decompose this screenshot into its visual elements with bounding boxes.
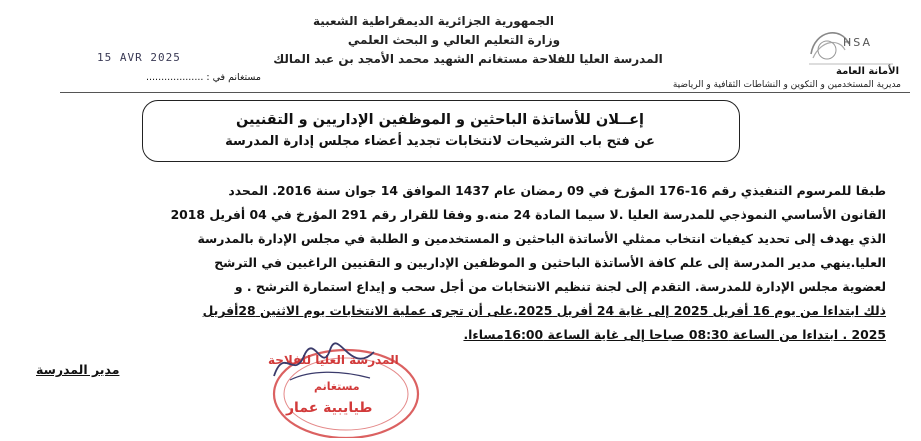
date-stamp: 15 AVR 2025 [97,51,181,64]
seal-top-text: المدرسة العليا للفلاحة [268,353,399,367]
seal-mid-text: مستغانم [314,380,360,393]
signer-title: مدير المدرسة [36,362,120,377]
handwritten-signature-icon [270,340,380,386]
seal-name-text: طيايبية عمار [286,400,373,416]
school-heading: المدرسة العليا للفلاحة مستغانم الشهيد محمد الأمجد بن عبد المالك [273,52,663,66]
directorate-label: مديرية المستخدمين و التكوين و النشاطات الثقافية و الرياضية [672,80,901,90]
place-date-field: مستغانم في : ................... [146,72,261,83]
body-line-1: طبقا للمرسوم التنفيذي رقم 16-176 المؤرخ في 09 رمضان عام 1437 الموافق 14 جوان سنة 2016. المحدد [228,183,886,198]
body-line-4: العليا.ينهي مدير المدرسة إلى علم كافة الأساتذة الباحثين و الموظفين الإداريين و التقنيين الراغبين في الترشح [214,255,886,270]
header-divider [60,92,910,93]
announcement-title-box [142,100,740,162]
body-line-5: لعضوية مجلس الإدارة للمدرسة. التقدم إلى لجنة تنظيم الانتخابات من أجل سحب و إيداع استمارة الترشح . و [234,279,886,294]
body-line-7: 2025 . ابتداءا من الساعة 08:30 صباحا إلى غاية الساعة 16:00مساءا. [463,327,886,342]
secretariat-label: الأمانة العامة [836,66,899,77]
republic-heading: الجمهورية الجزائرية الديمقراطية الشعبية [312,14,554,28]
logo-text: HSA [843,36,872,49]
announcement-subtitle: عن فتح باب الترشيحات لانتخابات تجديد أعضاء مجلس إدارة المدرسة [225,134,655,149]
body-line-6: ذلك ابتداءا من يوم 16 أفريل 2025 إلى غاية 24 أفريل 2025.على أن تجرى عملية الانتخابات يوم الاثنين 28أفريل [202,303,886,318]
body-line-3: الذي يهدف إلى تحديد كيفيات انتخاب ممثلي الأساتذة الباحثين و المستخدمين و الطلبة في مجلس الإدارة بالمدرسة [197,231,886,246]
announcement-title: إعــلان للأساتذة الباحثين و الموظفين الإداريين و التقنيين [236,112,644,128]
ministry-heading: وزارة التعليم العالي و البحث العلمي [347,33,561,47]
body-line-2: القانون الأساسي النموذجي للمدرسة العليا .لا سيما المادة 24 منه.و وفقا للقرار رقم 291 المؤرخ في 04 أفريل 2018 [170,207,886,222]
